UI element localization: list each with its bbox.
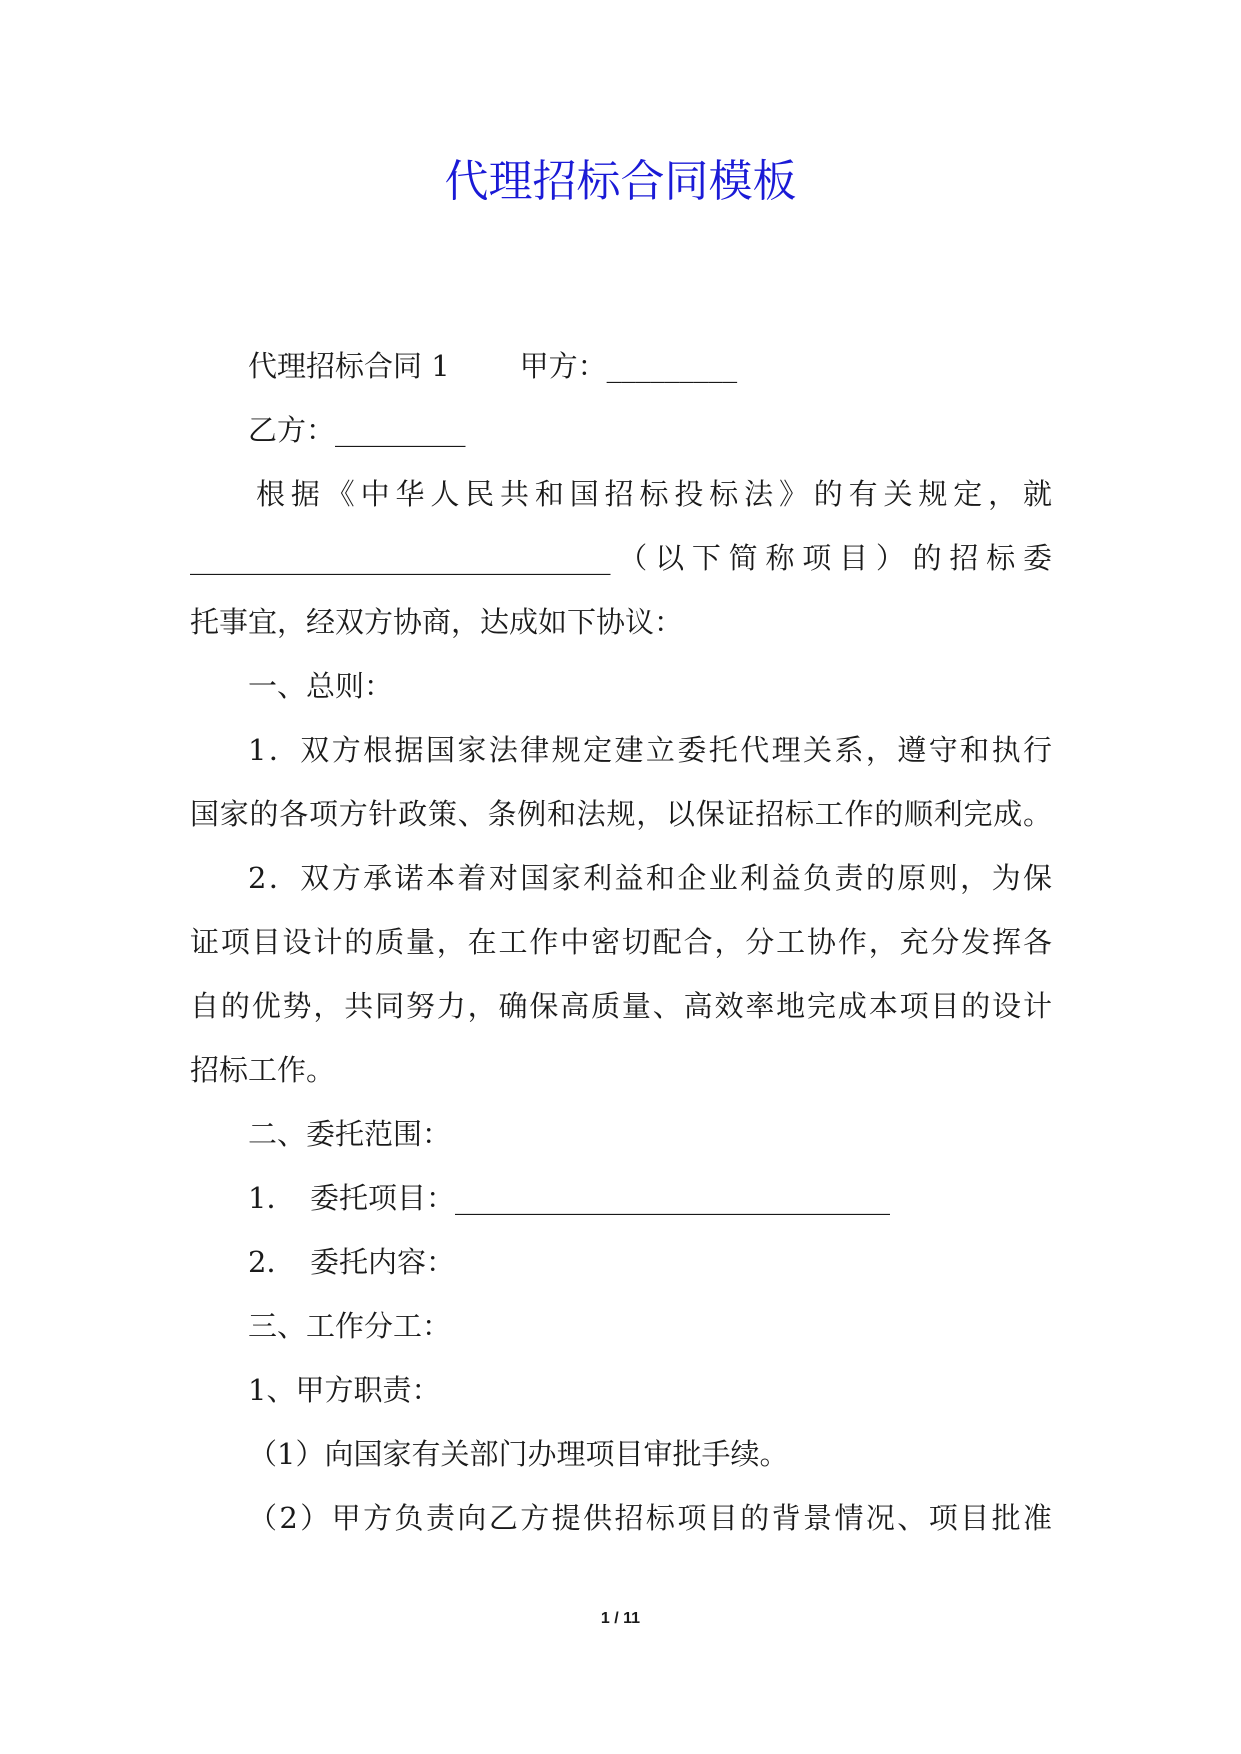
section-heading: 二、委托范围： <box>248 1117 452 1151</box>
list-item: （1）向国家有关部门办理项目审批手续。 <box>248 1437 789 1471</box>
section-heading: 三、工作分工： <box>248 1309 452 1343</box>
paragraph-line: 2．双方承诺本着对国家利益和企业利益负责的原则，为保 <box>248 861 1052 895</box>
section-heading: 一、总则： <box>248 669 394 703</box>
paragraph-line: 国家的各项方针政策、条例和法规，以保证招标工作的顺利完成。 <box>190 797 1052 831</box>
page-number: 1 / 11 <box>600 1610 641 1627</box>
paragraph-line: 根据《中华人民共和国招标投标法》的有关规定，就 <box>256 477 1052 511</box>
paragraph-line: 1．双方根据国家法律规定建立委托代理关系，遵守和执行 <box>248 733 1052 767</box>
list-item: 2． 委托内容： <box>248 1245 455 1279</box>
paragraph-line: 自的优势，共同努力，确保高质量、高效率地完成本项目的设计 <box>190 989 1052 1023</box>
list-item: （2）甲方负责向乙方提供招标项目的背景情况、项目批准 <box>248 1501 1052 1535</box>
page-title: 代理招标合同模板 <box>444 156 797 207</box>
contract-number-line <box>248 350 737 382</box>
party-a-field: 甲方：_________ <box>519 349 738 383</box>
paragraph-line: 招标工作。 <box>190 1053 336 1087</box>
subsection-heading: 1、甲方职责： <box>248 1373 441 1407</box>
party-b-field: 乙方：_________ <box>248 413 466 447</box>
paragraph-line: 托事宜，经双方协商，达成如下协议： <box>190 605 684 639</box>
contract-number: 代理招标合同 1 <box>248 349 450 383</box>
paragraph-line: _____________________________（以下简称项目）的招标委 <box>190 541 1052 575</box>
list-item: 1． 委托项目：______________________________ <box>248 1181 890 1215</box>
paragraph-line: 证项目设计的质量，在工作中密切配合，分工协作，充分发挥各 <box>190 925 1052 959</box>
